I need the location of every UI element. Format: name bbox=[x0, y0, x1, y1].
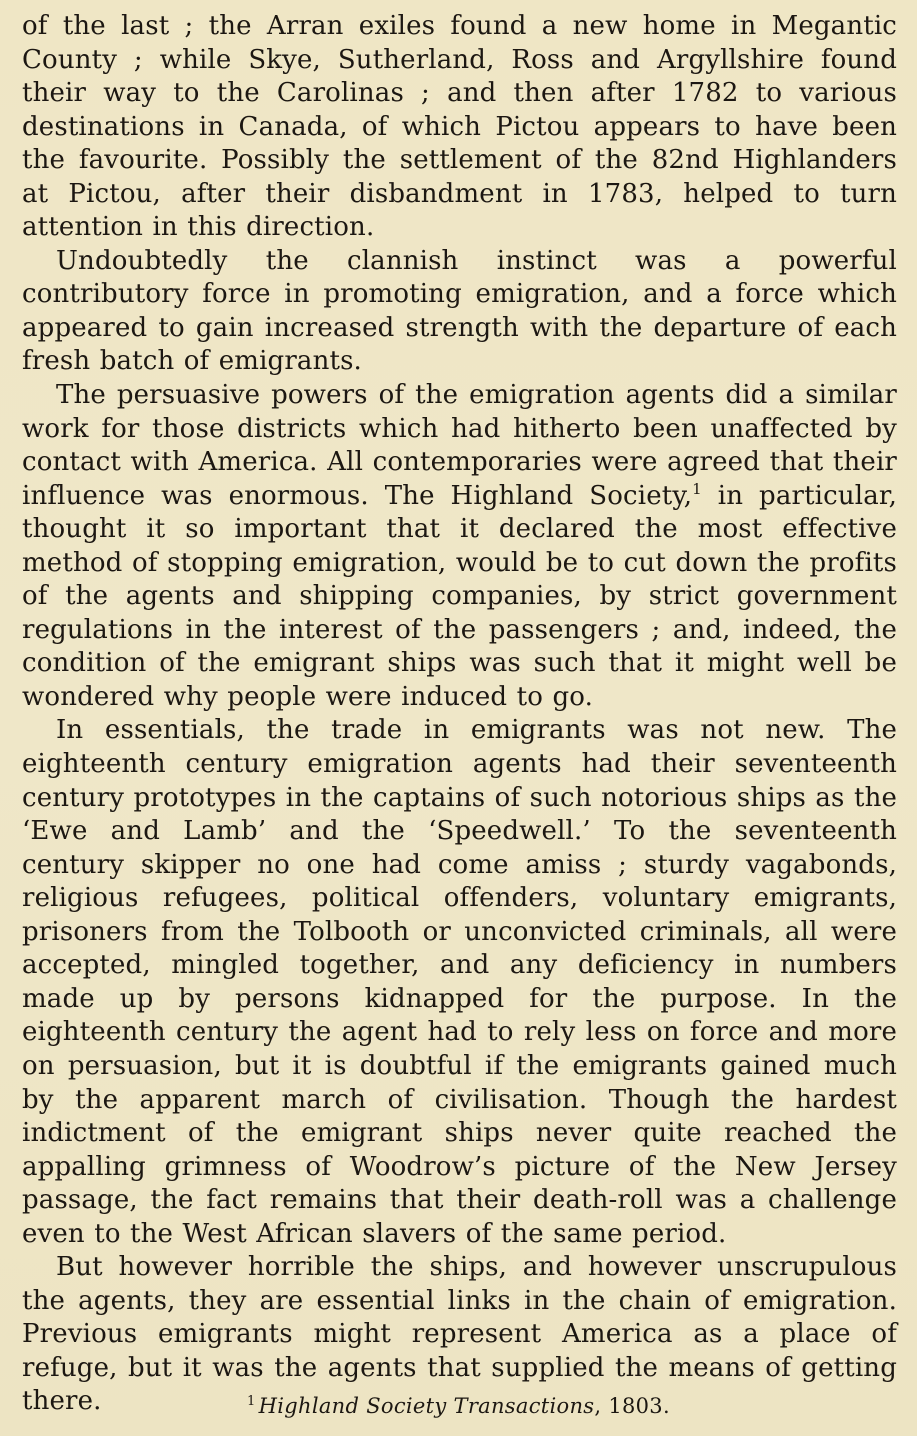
footnote: $^1$ Highland Society Transactions, 1803. bbox=[247, 1394, 670, 1418]
footnote-marker: 1 bbox=[247, 1394, 256, 1409]
footnote-year: 1803. bbox=[608, 1394, 670, 1418]
footnote-reference[interactable]: 1 bbox=[692, 479, 702, 498]
paragraph-3-text-after-ref: in particular, thought it so important that it declared the most effective method of stopping emigration, would be to cut down the profits of the agents and shipping companies, by strict government regulations in the interest of the passengers ; and, indeed, the condition of the emigrant ships was such that it might well be wondered why people were induced to go. bbox=[22, 480, 897, 712]
paragraph-3-text-before-ref: The persuasive powers of the emigration agents did a similar work for those districts which had hitherto been unaffected by contact with America. All contemporaries were agreed that their influence was enormous. The Highland Society, bbox=[22, 380, 897, 511]
paragraph-3 bbox=[22, 379, 897, 714]
paragraph-1: of the last ; the Arran exiles found a new home in Megantic County ; while Skye, Sutherland, Ross and Argyllshire found their way to the Carolinas ; and then after 1782 to various destinations in Canada, of which Pictou appears to have been the favourite. Possibly the settlement of the 82nd Highlanders at Pictou, after their disbandment in 1783, helped to turn attention in this direction. bbox=[22, 11, 897, 243]
footnote-title: Highland Society Transactions bbox=[258, 1394, 595, 1418]
paragraph-2: Undoubtedly the clannish instinct was a powerful contributory force in promoting emigration, and a force which appeared to gain increased strength with the departure of each fresh batch of emigrants. bbox=[22, 245, 897, 377]
body-text bbox=[22, 10, 897, 1419]
paragraph-4: In essentials, the trade in emigrants was not new. The eighteenth century emigration agents had their seventeenth century prototypes in the captains of such notorious ships as the ‘Ewe and Lamb’ and the ‘Speedwell.’ To the seventeenth century skipper no one had come amiss ; sturdy vagabonds, religious refugees, political offenders, voluntary emigrants, prisoners from the Tolbooth or unconvicted criminals, all were accepted, mingled together, and any deficiency in numbers made up by persons kidnapped for the purpose. In the eighteenth century the agent had to rely less on force and more on persuasion, but it is doubtful if the emigrants gained much by the apparent march of civilisation. Though the hardest indictment of the emigrant ships never quite reached the appalling grimness of Woodrow’s picture of the New Jersey passage, the fact remains that their death-roll was a challenge even to the West African slavers of the same period. bbox=[22, 715, 897, 1249]
paragraph-5: But however horrible the ships, and however unscrupulous the agents, they are essential links in the chain of emigration. Previous emigrants might represent America as a place of refuge, but it was the agents that supplied the means of getting there. bbox=[22, 1252, 897, 1417]
